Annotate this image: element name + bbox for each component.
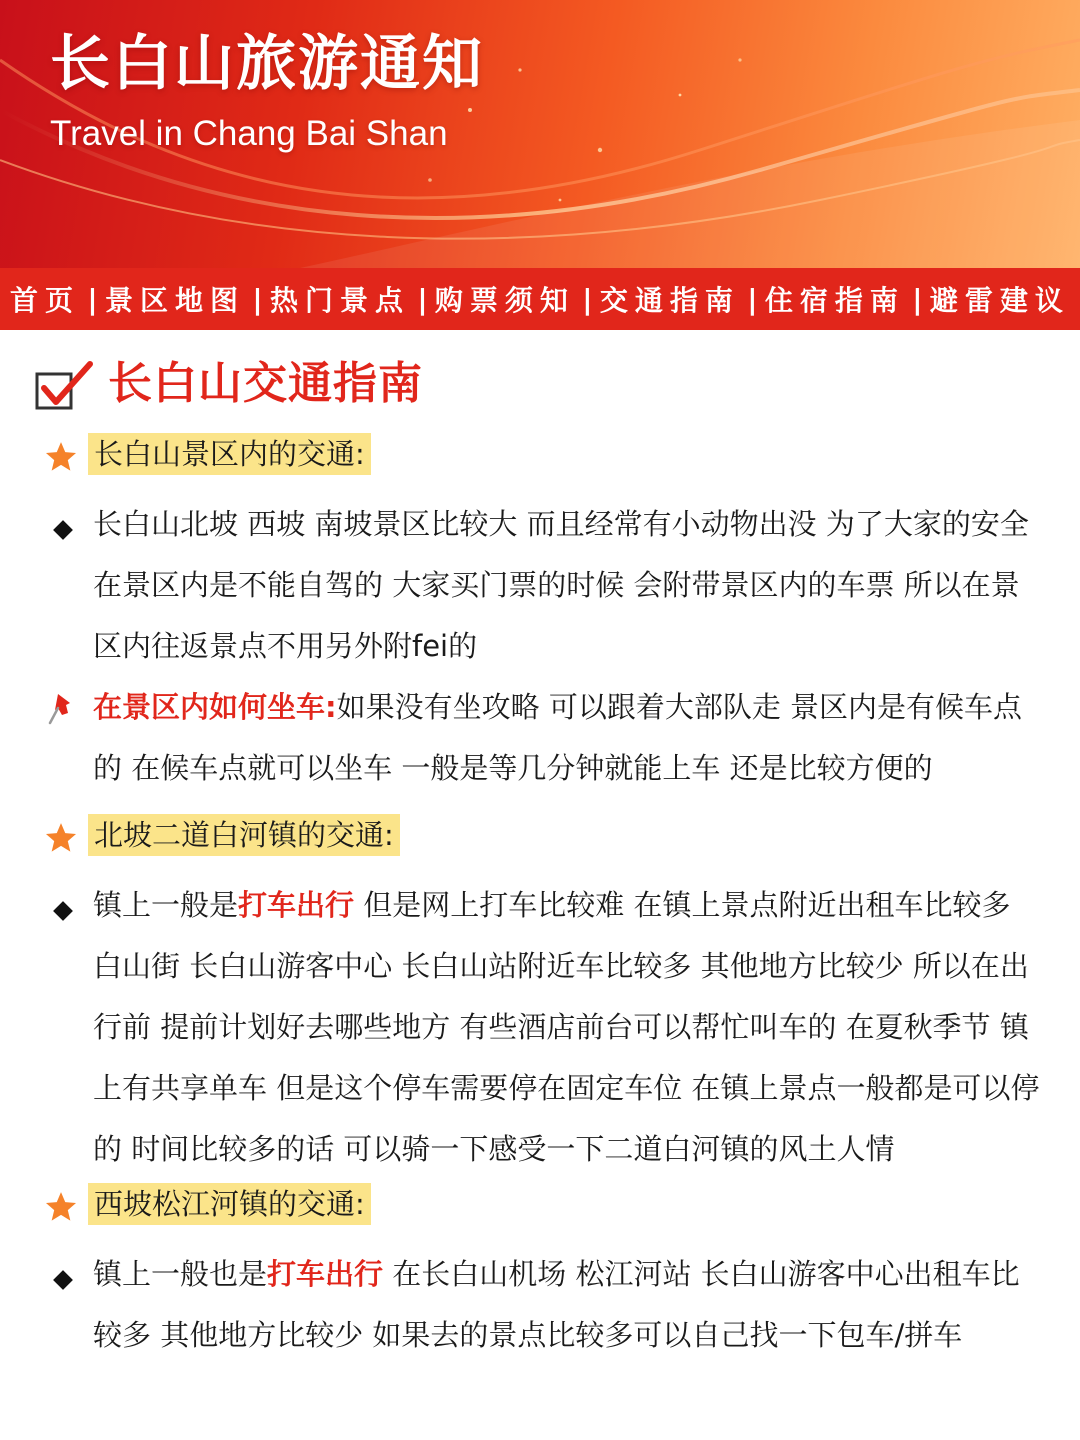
banner-subtitle: Travel in Chang Bai Shan (50, 114, 448, 153)
diamond-bullet-icon (52, 1269, 74, 1291)
subsection-title: 北坡二道白河镇的交通: (88, 814, 400, 856)
paragraph (0, 875, 1080, 1180)
section-header (0, 330, 1080, 430)
nav-item-home[interactable]: 首页 (10, 284, 81, 317)
paragraph-text (93, 1244, 1044, 1366)
subsection-title: 西坡松江河镇的交通: (88, 1183, 371, 1225)
paragraph-body: 在长白山机场 松江河站 长白山游客中心出租车比较多 其他地方比较少 如果去的景点比较多可以自己找一下包车/拼车 (93, 1257, 1020, 1352)
paragraph-body: 但是网上打车比较难 在镇上景点附近出租车比较多 白山街 长白山游客中心 长白山站附近车比较多 其他地方比较少 所以在出行前 提前计划好去哪些地方 有些酒店前台可以帮忙叫车的 在夏秋季节 镇上有共享单车 但是这个停车需要停在固定车位 在镇上景点一般都是可以停的 时间比较多的话 可以骑一下感受一下二道白河镇的风土人情 (93, 888, 1040, 1166)
subsection-header-scenic (0, 430, 1080, 486)
header-banner (0, 0, 1080, 268)
nav-separator: | (582, 282, 593, 316)
nav-separator: | (252, 282, 263, 316)
paragraph (0, 677, 1080, 799)
paragraph-text (93, 677, 1044, 799)
highlight-phrase: 打车出行 (267, 1257, 384, 1291)
star-icon (44, 821, 78, 855)
paragraph (0, 1244, 1080, 1366)
paragraph-body: 镇上一般也是 (93, 1257, 268, 1291)
paragraph-text (93, 875, 1044, 1180)
star-icon (44, 440, 78, 474)
nav-item-hot-spots[interactable]: 热门景点 (269, 284, 410, 317)
top-nav (0, 268, 1080, 330)
section-title: 长白山交通指南 (108, 358, 423, 409)
diamond-bullet-icon (52, 900, 74, 922)
nav-item-lodging[interactable]: 住宿指南 (764, 284, 905, 317)
nav-separator: | (417, 282, 428, 316)
checkbox-check-icon (34, 360, 94, 412)
pushpin-icon (46, 691, 78, 727)
nav-item-map[interactable]: 景区地图 (104, 284, 245, 317)
paragraph-body: 如果没有坐攻略 可以跟着大部队走 景区内是有候车点的 在候车点就可以坐车 一般是等几分钟就能上车 还是比较方便的 (93, 690, 1023, 785)
banner-title: 长白山旅游通知 (50, 29, 484, 99)
paragraph-body: 镇上一般是 (93, 888, 239, 922)
paragraph-text: 长白山北坡 西坡 南坡景区比较大 而且经常有小动物出没 为了大家的安全 在景区内是不能自驾的 大家买门票的时候 会附带景区内的车票 所以在景区内往返景点不用另外附fei的 (93, 507, 1029, 663)
nav-separator: | (912, 282, 923, 316)
star-icon (44, 1190, 78, 1224)
subsection-title: 长白山景区内的交通: (88, 433, 371, 475)
subsection-header-north (0, 811, 1080, 867)
paragraph (0, 494, 1080, 677)
nav-separator: | (747, 282, 758, 316)
diamond-bullet-icon (52, 519, 74, 541)
nav-item-tickets[interactable]: 购票须知 (434, 284, 575, 317)
highlight-label: 在景区内如何坐车: (93, 690, 337, 724)
subsection-header-west (0, 1180, 1080, 1236)
nav-item-tips[interactable]: 避雷建议 (929, 284, 1070, 317)
main-content (0, 330, 1080, 1366)
nav-item-transport[interactable]: 交通指南 (599, 284, 740, 317)
nav-separator: | (87, 282, 98, 316)
highlight-phrase: 打车出行 (238, 888, 355, 922)
